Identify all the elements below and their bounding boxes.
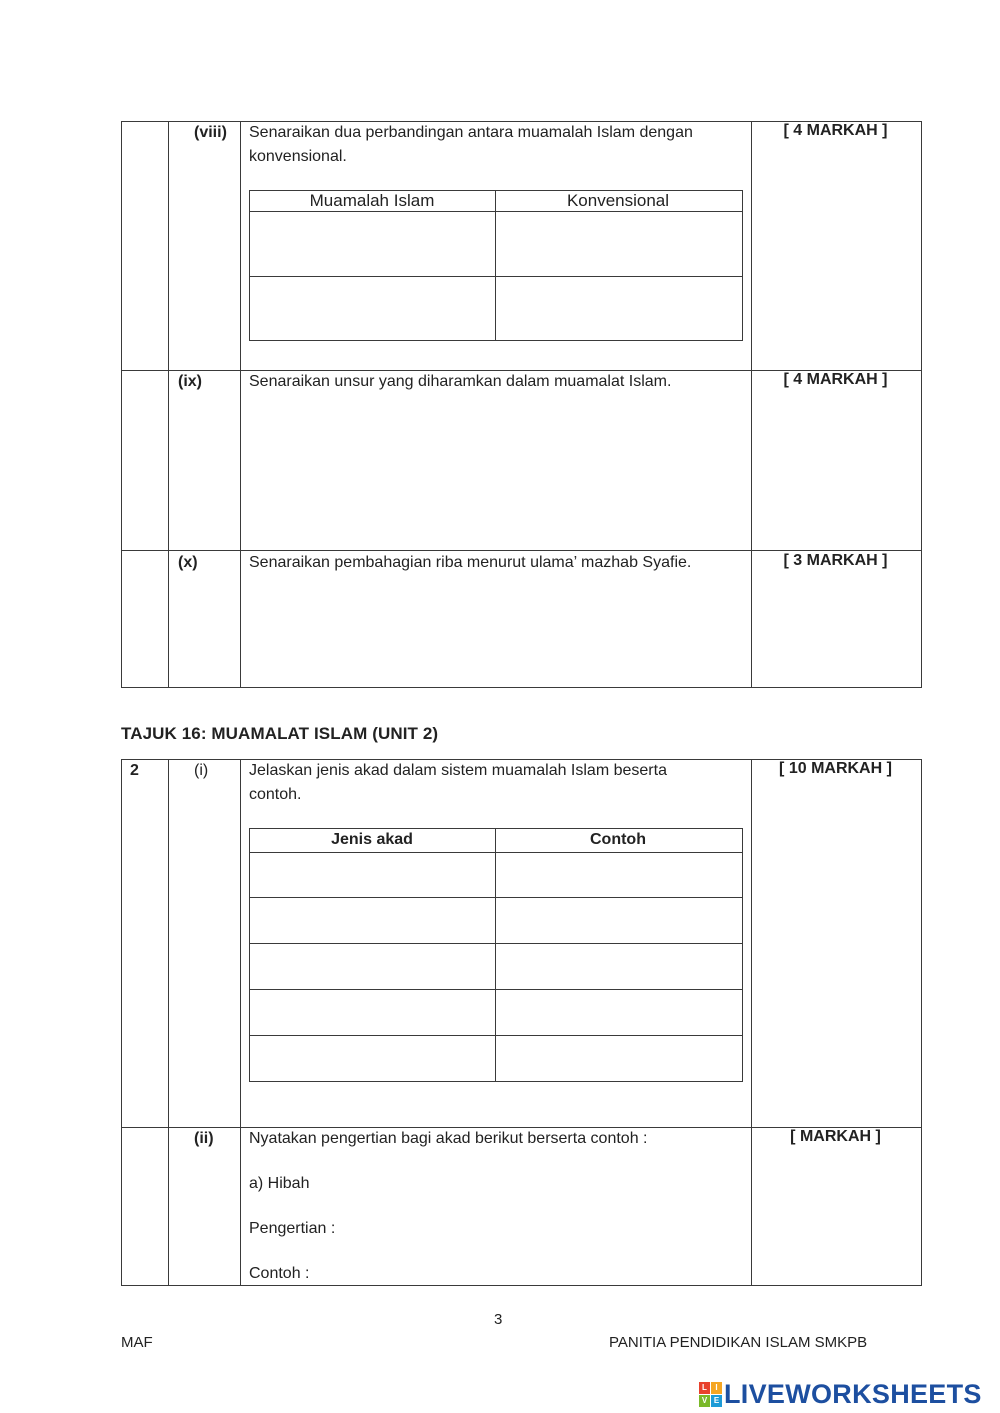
answer-area-ix[interactable] [249, 398, 743, 543]
pengertian-label: Pengertian : [249, 1220, 336, 1237]
question-text-2i-line2: contoh. [249, 786, 302, 803]
footer-left: MAF [121, 1334, 153, 1351]
question-text-ix: Senaraikan unsur yang diharamkan dalam muamalat Islam. [249, 373, 672, 390]
mark-x: [ 3 MARKAH ] [783, 552, 888, 569]
question-number-2: 2 [130, 762, 139, 779]
answer-area-x[interactable] [249, 580, 743, 680]
question-label-ix: (ix) [178, 373, 202, 390]
question-label-2i: (i) [194, 762, 209, 779]
comparison-header-konvensional: Konvensional [566, 191, 670, 210]
comparison-header-islam: Muamalah Islam [309, 191, 435, 210]
question-text-2ii: Nyatakan pengertian bagi akad berikut berserta contoh : [249, 1130, 648, 1147]
answer-cell[interactable] [496, 212, 742, 276]
question-text-viii-line2: konvensional. [249, 148, 347, 165]
answer-cell[interactable] [250, 990, 495, 1035]
logo-letter: V [699, 1395, 710, 1407]
question-text-x: Senaraikan pembahagian riba menurut ulama’ mazhab Syafie. [249, 554, 692, 571]
section-heading: TAJUK 16: MUAMALAT ISLAM (UNIT 2) [121, 724, 439, 743]
liveworksheets-logo [699, 1378, 982, 1410]
liveworksheets-logo-icon [699, 1382, 721, 1406]
question-text-viii-line1: Senaraikan dua perbandingan antara muamalah Islam dengan [249, 124, 693, 141]
question-text-2i-line1: Jelaskan jenis akad dalam sistem muamalah Islam beserta [249, 762, 667, 779]
answer-cell[interactable] [496, 944, 742, 989]
answer-cell[interactable] [250, 853, 495, 897]
question-label-x: (x) [178, 554, 198, 571]
logo-letter: L [699, 1382, 710, 1394]
logo-letter: I [711, 1382, 722, 1394]
answer-cell[interactable] [496, 898, 742, 943]
answer-cell[interactable] [250, 1036, 495, 1081]
answer-cell[interactable] [250, 898, 495, 943]
answer-cell[interactable] [250, 277, 495, 340]
akad-header-contoh: Contoh [590, 831, 646, 848]
contoh-label: Contoh : [249, 1265, 310, 1282]
mark-viii: [ 4 MARKAH ] [783, 122, 888, 139]
question-label-viii: (viii) [194, 124, 227, 141]
liveworksheets-wordmark: LIVEWORKSHEETS [724, 1378, 982, 1409]
answer-cell[interactable] [250, 944, 495, 989]
mark-2i: [ 10 MARKAH ] [779, 760, 892, 777]
akad-header-jenis: Jenis akad [331, 831, 413, 848]
page-number: 3 [494, 1311, 503, 1328]
mark-ix: [ 4 MARKAH ] [783, 371, 888, 388]
answer-cell[interactable] [250, 212, 495, 276]
answer-cell[interactable] [496, 990, 742, 1035]
answer-field-pengertian[interactable] [345, 1217, 740, 1241]
item-hibah: a) Hibah [249, 1175, 310, 1192]
question-label-2ii: (ii) [194, 1130, 214, 1147]
answer-cell[interactable] [496, 853, 742, 897]
mark-2ii: [ MARKAH ] [790, 1128, 881, 1145]
footer-right: PANITIA PENDIDIKAN ISLAM SMKPB [609, 1334, 868, 1351]
logo-letter: E [711, 1395, 722, 1407]
answer-field-contoh[interactable] [320, 1262, 740, 1284]
answer-cell[interactable] [496, 1036, 742, 1081]
answer-cell[interactable] [496, 277, 742, 340]
